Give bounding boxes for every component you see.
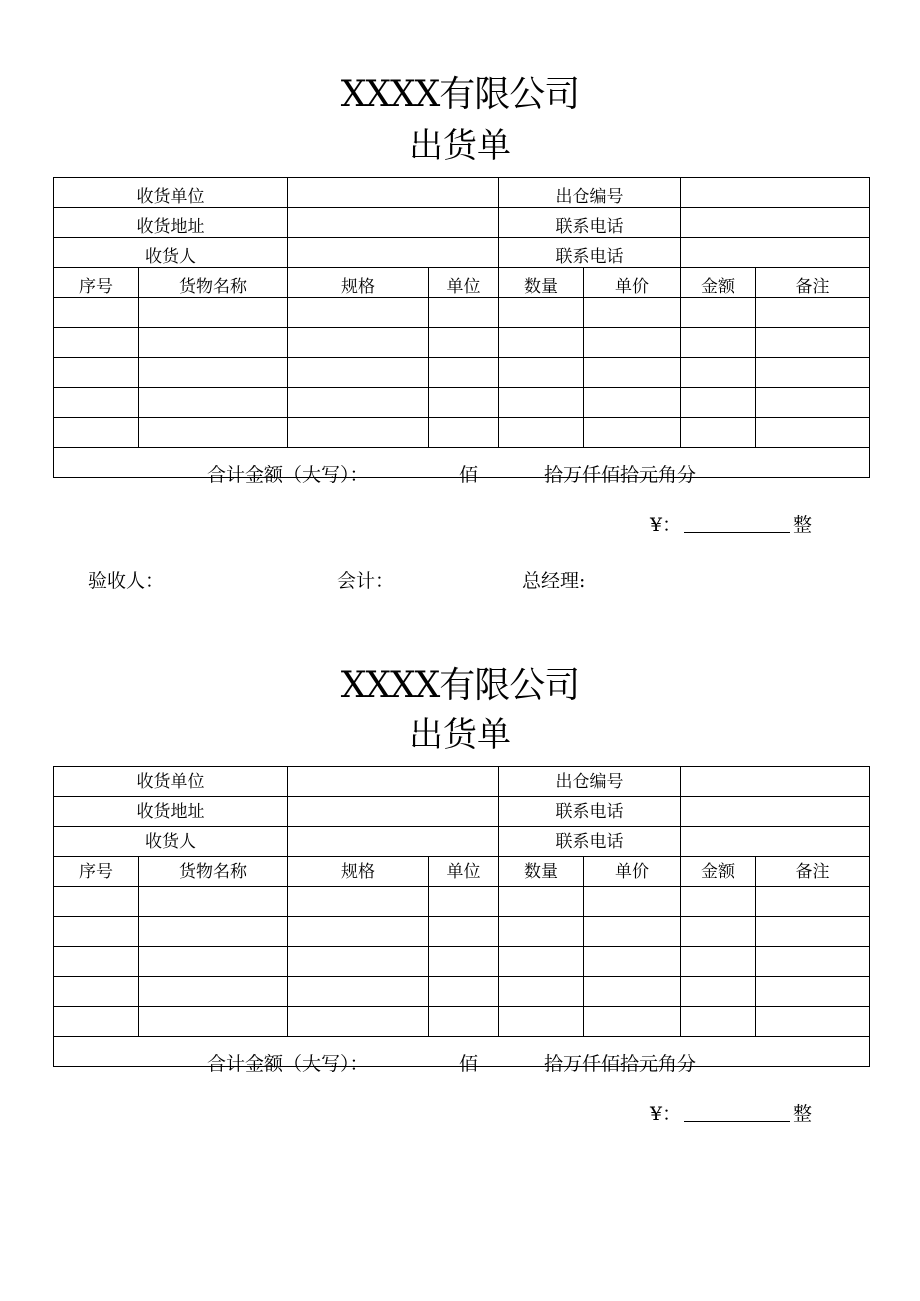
recipient-person-label: 收货人 (54, 238, 288, 268)
column-header-unit-price: 单价 (584, 857, 681, 887)
recipient-unit-field[interactable] (288, 178, 499, 208)
table-cell[interactable] (429, 887, 499, 917)
table-cell[interactable] (429, 917, 499, 947)
table-cell[interactable] (288, 358, 429, 388)
table-cell[interactable] (288, 388, 429, 418)
table-cell[interactable] (288, 298, 429, 328)
table-cell[interactable] (756, 298, 870, 328)
document-title: 出货单 (409, 715, 511, 755)
table-cell[interactable] (54, 977, 139, 1007)
table-cell[interactable] (139, 887, 288, 917)
table-cell[interactable] (429, 977, 499, 1007)
table-cell[interactable] (499, 947, 584, 977)
table-cell[interactable] (499, 917, 584, 947)
column-header-spec: 规格 (288, 857, 429, 887)
column-header-goods-name: 货物名称 (139, 268, 288, 298)
table-cell[interactable] (54, 418, 139, 448)
table-cell[interactable] (54, 887, 139, 917)
table-cell[interactable] (499, 418, 584, 448)
total-cell (54, 1037, 870, 1125)
column-header-remarks: 备注 (756, 268, 870, 298)
yuan-amount-line (54, 510, 869, 540)
manager-signature-label: 总经理: (522, 570, 586, 592)
table-cell[interactable] (584, 388, 681, 418)
column-header-goods-name: 货物名称 (139, 857, 288, 887)
table-cell[interactable] (288, 1007, 429, 1037)
header-row (54, 178, 870, 208)
table-cell[interactable] (499, 1007, 584, 1037)
signature-line (0, 566, 920, 596)
table-cell[interactable] (429, 358, 499, 388)
header-row (54, 767, 870, 797)
column-header-spec: 规格 (288, 268, 429, 298)
table-cell[interactable] (756, 947, 870, 977)
table-row (54, 328, 870, 358)
table-cell[interactable] (499, 298, 584, 328)
accountant-signature-label: 会计： (337, 570, 395, 592)
table-cell[interactable] (139, 388, 288, 418)
table-cell[interactable] (429, 328, 499, 358)
table-row (54, 1007, 870, 1037)
column-header-unit-price: 单价 (584, 268, 681, 298)
table-row (54, 358, 870, 388)
table-cell[interactable] (429, 947, 499, 977)
table-cell[interactable] (681, 887, 756, 917)
contact-phone-label: 联系电话 (499, 827, 681, 857)
delivery-table (53, 766, 870, 1125)
total-units: 拾万仟佰拾元角分 (544, 1053, 697, 1075)
contact-phone-field[interactable] (681, 797, 870, 827)
table-cell[interactable] (288, 418, 429, 448)
column-header-row (54, 268, 870, 298)
table-cell[interactable] (681, 388, 756, 418)
table-cell[interactable] (584, 1007, 681, 1037)
yuan-amount-blank[interactable] (684, 1121, 790, 1122)
table-cell[interactable] (139, 418, 288, 448)
total-row (54, 1037, 870, 1067)
table-cell[interactable] (429, 388, 499, 418)
table-cell[interactable] (54, 917, 139, 947)
table-cell[interactable] (429, 1007, 499, 1037)
contact-phone-field[interactable] (681, 208, 870, 238)
table-cell[interactable] (584, 977, 681, 1007)
column-header-serial: 序号 (54, 268, 139, 298)
table-cell[interactable] (429, 418, 499, 448)
column-header-remarks: 备注 (756, 857, 870, 887)
table-cell[interactable] (139, 917, 288, 947)
zheng-label: 整 (793, 514, 813, 536)
recipient-person-field[interactable] (288, 827, 499, 857)
header-row (54, 797, 870, 827)
table-cell[interactable] (288, 887, 429, 917)
table-cell[interactable] (756, 358, 870, 388)
table-cell[interactable] (139, 1007, 288, 1037)
table-row (54, 388, 870, 418)
table-cell[interactable] (288, 328, 429, 358)
table-cell[interactable] (499, 388, 584, 418)
recipient-address-field[interactable] (288, 797, 499, 827)
contact-phone-label: 联系电话 (499, 797, 681, 827)
table-cell[interactable] (756, 328, 870, 358)
table-cell[interactable] (681, 418, 756, 448)
table-cell[interactable] (584, 328, 681, 358)
recipient-address-label: 收货地址 (54, 208, 288, 238)
table-cell[interactable] (681, 917, 756, 947)
table-cell[interactable] (54, 358, 139, 388)
recipient-address-label: 收货地址 (54, 797, 288, 827)
table-cell[interactable] (139, 358, 288, 388)
table-row (54, 947, 870, 977)
recipient-unit-label: 收货单位 (54, 178, 288, 208)
yuan-symbol: ¥： (650, 514, 682, 536)
table-cell[interactable] (499, 887, 584, 917)
table-cell[interactable] (499, 358, 584, 388)
table-cell[interactable] (54, 947, 139, 977)
recipient-unit-field[interactable] (288, 767, 499, 797)
receiver-signature-label: 验收人： (88, 570, 165, 592)
contact-phone-field[interactable] (681, 238, 870, 268)
table-cell[interactable] (288, 917, 429, 947)
column-header-unit: 单位 (429, 268, 499, 298)
contact-phone-label: 联系电话 (499, 238, 681, 268)
total-bai-unit: 佰 (459, 464, 479, 486)
yuan-symbol: ¥： (650, 1103, 682, 1125)
total-amount-label: 合计金额（大写）： (207, 464, 369, 486)
recipient-address-field[interactable] (288, 208, 499, 238)
outbound-number-label: 出仓编号 (499, 178, 681, 208)
company-name: XXXX有限公司 (340, 74, 580, 115)
table-cell[interactable] (429, 298, 499, 328)
table-cell[interactable] (681, 298, 756, 328)
outbound-number-label: 出仓编号 (499, 767, 681, 797)
table-cell[interactable] (288, 977, 429, 1007)
table-cell[interactable] (139, 947, 288, 977)
recipient-unit-label: 收货单位 (54, 767, 288, 797)
company-name: XXXX有限公司 (340, 665, 580, 706)
column-header-amount: 金额 (681, 857, 756, 887)
table-cell[interactable] (681, 358, 756, 388)
total-amount-label: 合计金额（大写）： (207, 1053, 369, 1075)
zheng-label: 整 (793, 1103, 813, 1125)
total-cell (54, 448, 870, 536)
table-cell[interactable] (54, 328, 139, 358)
table-cell[interactable] (584, 917, 681, 947)
table-cell[interactable] (584, 947, 681, 977)
recipient-person-label: 收货人 (54, 827, 288, 857)
outbound-number-field[interactable] (681, 767, 870, 797)
total-amount-line (54, 1049, 869, 1079)
table-cell[interactable] (584, 418, 681, 448)
table-cell[interactable] (499, 977, 584, 1007)
recipient-person-field[interactable] (288, 238, 499, 268)
table-cell[interactable] (288, 947, 429, 977)
total-bai-unit: 佰 (459, 1053, 479, 1075)
table-row (54, 917, 870, 947)
table-cell[interactable] (54, 298, 139, 328)
total-units: 拾万仟佰拾元角分 (544, 464, 697, 486)
column-header-quantity: 数量 (499, 857, 584, 887)
document-title: 出货单 (409, 126, 511, 166)
column-header-amount: 金额 (681, 268, 756, 298)
table-cell[interactable] (681, 977, 756, 1007)
contact-phone-field[interactable] (681, 827, 870, 857)
header-row (54, 238, 870, 268)
total-row (54, 448, 870, 478)
table-cell[interactable] (756, 1007, 870, 1037)
table-cell[interactable] (756, 917, 870, 947)
column-header-serial: 序号 (54, 857, 139, 887)
yuan-amount-line (54, 1099, 869, 1129)
delivery-table (53, 177, 870, 536)
table-row (54, 977, 870, 1007)
column-header-row (54, 857, 870, 887)
table-cell[interactable] (499, 328, 584, 358)
table-row (54, 418, 870, 448)
table-row (54, 298, 870, 328)
outbound-number-field[interactable] (681, 178, 870, 208)
table-row (54, 887, 870, 917)
table-cell[interactable] (584, 887, 681, 917)
table-cell[interactable] (681, 1007, 756, 1037)
table-cell[interactable] (756, 418, 870, 448)
contact-phone-label: 联系电话 (499, 208, 681, 238)
table-cell[interactable] (54, 388, 139, 418)
header-row (54, 208, 870, 238)
table-cell[interactable] (681, 947, 756, 977)
table-cell[interactable] (139, 328, 288, 358)
table-cell[interactable] (584, 358, 681, 388)
table-cell[interactable] (756, 977, 870, 1007)
total-amount-line (54, 460, 869, 490)
table-cell[interactable] (584, 298, 681, 328)
table-cell[interactable] (756, 388, 870, 418)
column-header-quantity: 数量 (499, 268, 584, 298)
table-cell[interactable] (54, 1007, 139, 1037)
column-header-unit: 单位 (429, 857, 499, 887)
table-cell[interactable] (681, 328, 756, 358)
header-row (54, 827, 870, 857)
yuan-amount-blank[interactable] (684, 532, 790, 533)
table-cell[interactable] (139, 298, 288, 328)
table-cell[interactable] (139, 977, 288, 1007)
table-cell[interactable] (756, 887, 870, 917)
